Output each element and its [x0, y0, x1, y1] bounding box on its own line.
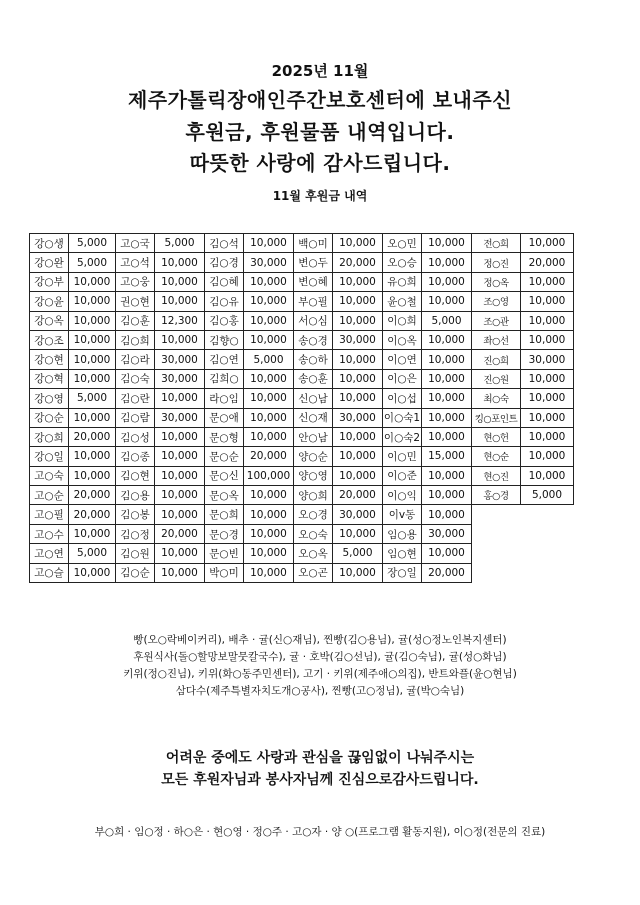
donation-amount: 10,000: [69, 447, 116, 466]
donation-amount: 5,000: [155, 234, 205, 253]
donor-name: 변○두: [294, 253, 333, 272]
donor-name: 김○란: [116, 389, 155, 408]
donation-amount: 30,000: [155, 369, 205, 388]
donation-amount: 10,000: [244, 234, 294, 253]
donor-name: 신○남: [294, 389, 333, 408]
donor-name: 이○은: [383, 369, 422, 388]
donation-amount: 5,000: [69, 253, 116, 272]
donation-amount: 10,000: [69, 311, 116, 330]
section-subtitle: 11월 후원금 내역: [272, 189, 368, 203]
donation-amount: 100,000: [244, 466, 294, 485]
donor-name: 문○순: [205, 447, 244, 466]
donation-amount: 10,000: [244, 330, 294, 349]
donor-name: 고○슬: [30, 563, 69, 582]
donation-amount: 20,000: [69, 486, 116, 505]
donation-amount: 10,000: [244, 486, 294, 505]
donation-amount: 10,000: [155, 253, 205, 272]
table-row: [30, 408, 574, 427]
donor-name: 임○현: [383, 544, 422, 563]
donor-name: 문○빈: [205, 544, 244, 563]
donor-name: 김○용: [116, 486, 155, 505]
donation-amount: 10,000: [422, 427, 472, 446]
goods-line: 삼다수(제주특별자치도개○공사), 찐빵(고○정님), 귤(박○숙님): [175, 685, 465, 697]
donation-amount: 20,000: [155, 524, 205, 543]
donation-amount: 10,000: [69, 292, 116, 311]
donor-name: 강○완: [30, 253, 69, 272]
donation-amount: 30,000: [521, 350, 574, 369]
donor-name: 정○옥: [472, 272, 521, 291]
donation-amount: 10,000: [155, 292, 205, 311]
donor-name: 문○옥: [205, 486, 244, 505]
donation-amount: 10,000: [244, 292, 294, 311]
goods-line: 키위(정○진님), 키위(화○동주민센터), 고기 · 키위(제주애○의집), 반트와플(윤○현님): [123, 668, 517, 680]
donor-name: 김○종: [116, 447, 155, 466]
donor-name: 이○연: [383, 350, 422, 369]
donation-amount: 10,000: [333, 272, 383, 291]
donation-amount: 10,000: [333, 389, 383, 408]
donation-amount: 30,000: [333, 408, 383, 427]
donation-amount: 10,000: [521, 389, 574, 408]
donation-amount: 10,000: [333, 466, 383, 485]
donor-name: 김○숙: [116, 369, 155, 388]
title-line-3: 따뜻한 사랑에 감사드립니다.: [189, 151, 451, 175]
donor-name: 고○국: [116, 234, 155, 253]
donation-amount: 10,000: [69, 272, 116, 291]
donation-amount: 5,000: [333, 544, 383, 563]
donation-amount: 30,000: [155, 350, 205, 369]
donation-amount: 10,000: [422, 253, 472, 272]
goods-line: 빵(오○락베이커리), 배추 · 귤(신○재님), 찐빵(김○용님), 귤(성○정노인복지센터): [133, 634, 507, 646]
donor-name: 강○옥: [30, 311, 69, 330]
donation-amount: 10,000: [155, 427, 205, 446]
donation-amount: 10,000: [521, 408, 574, 427]
donation-amount: 5,000: [69, 544, 116, 563]
donor-name: 송○하: [294, 350, 333, 369]
table-row: [30, 369, 574, 388]
donor-name: 송○경: [294, 330, 333, 349]
empty-cell: [472, 524, 574, 543]
donor-name: 김○람: [116, 408, 155, 427]
title-line-1: 제주가톨릭장애인주간보호센터에 보내주신: [127, 88, 513, 112]
table-row: [30, 272, 574, 291]
donor-name: 윤○철: [383, 292, 422, 311]
donation-amount: 10,000: [155, 505, 205, 524]
donation-amount: 10,000: [333, 369, 383, 388]
donation-amount: 10,000: [422, 234, 472, 253]
donor-name: 문○신: [205, 466, 244, 485]
donation-table: [29, 233, 574, 583]
donation-amount: 10,000: [155, 466, 205, 485]
donation-amount: 20,000: [521, 253, 574, 272]
donor-name: 김○혜: [205, 272, 244, 291]
donation-amount: 30,000: [155, 408, 205, 427]
donor-name: 부○필: [294, 292, 333, 311]
donation-amount: 20,000: [244, 447, 294, 466]
donor-name: 장○일: [383, 563, 422, 582]
donation-amount: 10,000: [422, 544, 472, 563]
donor-name: 이○숙1: [383, 408, 422, 427]
donation-amount: 10,000: [244, 389, 294, 408]
donor-name: 백○미: [294, 234, 333, 253]
donation-amount: 10,000: [155, 563, 205, 582]
donor-name: 이○옥: [383, 330, 422, 349]
donor-name: 고○수: [30, 524, 69, 543]
donation-amount: 10,000: [422, 350, 472, 369]
donor-name: 고○웅: [116, 272, 155, 291]
donor-name: 양○순: [294, 447, 333, 466]
donor-name: 현○헌: [472, 427, 521, 446]
donation-amount: 10,000: [244, 408, 294, 427]
donor-name: 고○순: [30, 486, 69, 505]
donation-amount: 20,000: [333, 253, 383, 272]
table-row: [30, 466, 574, 485]
donor-name: 최○숙: [472, 389, 521, 408]
donation-amount: 10,000: [155, 330, 205, 349]
donation-amount: 10,000: [244, 524, 294, 543]
donation-amount: 10,000: [69, 369, 116, 388]
donor-name: 김○원: [116, 544, 155, 563]
donor-name: 이v동: [383, 505, 422, 524]
donor-name: 김○봉: [116, 505, 155, 524]
donor-name: 김○순: [116, 563, 155, 582]
donor-name: 양○희: [294, 486, 333, 505]
donation-amount: 10,000: [69, 330, 116, 349]
donor-name: 오○민: [383, 234, 422, 253]
donation-amount: 20,000: [69, 427, 116, 446]
donation-amount: 30,000: [333, 505, 383, 524]
donor-name: 권○현: [116, 292, 155, 311]
donor-name: 양○영: [294, 466, 333, 485]
table-row: [30, 292, 574, 311]
donation-amount: 30,000: [333, 330, 383, 349]
closing-message: [0, 747, 640, 791]
donation-amount: 10,000: [244, 427, 294, 446]
donor-name: 문○애: [205, 408, 244, 427]
donation-amount: 10,000: [521, 311, 574, 330]
donor-name: 강○희: [30, 427, 69, 446]
donor-name: 김○희: [116, 330, 155, 349]
donation-amount: 10,000: [422, 408, 472, 427]
closing-line-2: 모든 후원자님과 봉사자님께 진심으로감사드립니다.: [161, 772, 479, 788]
donor-name: 좌○선: [472, 330, 521, 349]
donation-amount: 10,000: [422, 466, 472, 485]
donor-name: 고○숙: [30, 466, 69, 485]
donation-amount: 10,000: [422, 272, 472, 291]
donation-amount: 10,000: [333, 447, 383, 466]
donation-amount: 10,000: [422, 505, 472, 524]
donor-name: 조○관: [472, 311, 521, 330]
donation-amount: 30,000: [244, 253, 294, 272]
donation-amount: 10,000: [521, 447, 574, 466]
table-row: [30, 234, 574, 253]
table-row: [30, 350, 574, 369]
donor-name: 고○필: [30, 505, 69, 524]
donor-name: 오○경: [294, 505, 333, 524]
donation-amount: 10,000: [521, 272, 574, 291]
closing-line-1: 어려운 중에도 사랑과 관심을 끊임없이 나눠주시는: [165, 750, 475, 766]
donor-name: 이○숙2: [383, 427, 422, 446]
donation-amount: 20,000: [333, 486, 383, 505]
donor-name: 김○경: [205, 253, 244, 272]
table-row: [30, 524, 574, 543]
donor-name: 서○심: [294, 311, 333, 330]
donor-name: 강○부: [30, 272, 69, 291]
donation-amount: 10,000: [521, 234, 574, 253]
donor-name: 변○혜: [294, 272, 333, 291]
donation-amount: 10,000: [333, 311, 383, 330]
goods-line: 후원식사(돌○할망보말뭇칼국수), 귤 · 호박(김○선님), 귤(김○숙님), 귤(성○화님): [133, 651, 507, 663]
donor-name: 홍○경: [472, 486, 521, 505]
donation-amount: 10,000: [333, 292, 383, 311]
donation-amount: 15,000: [422, 447, 472, 466]
donor-name: 김○연: [205, 350, 244, 369]
donation-amount: 10,000: [244, 272, 294, 291]
donation-amount: 10,000: [521, 330, 574, 349]
donor-name: 이○준: [383, 466, 422, 485]
donor-name: 문○형: [205, 427, 244, 446]
donation-amount: 10,000: [521, 427, 574, 446]
donation-amount: 10,000: [333, 524, 383, 543]
donation-amount: 20,000: [422, 563, 472, 582]
donor-name: 김○석: [205, 234, 244, 253]
table-row: [30, 563, 574, 582]
donor-name: 임○용: [383, 524, 422, 543]
donation-amount: 5,000: [521, 486, 574, 505]
donor-name: 김○현: [116, 466, 155, 485]
donation-amount: 5,000: [244, 350, 294, 369]
donor-name: 문○경: [205, 524, 244, 543]
table-row: [30, 330, 574, 349]
donor-name: 진○원: [472, 369, 521, 388]
donation-amount: 10,000: [69, 408, 116, 427]
empty-cell: [472, 505, 574, 524]
donation-amount: 10,000: [155, 272, 205, 291]
donor-name: 강○순: [30, 408, 69, 427]
donor-name: 강○조: [30, 330, 69, 349]
donor-name: 강○영: [30, 389, 69, 408]
donation-amount: 10,000: [422, 330, 472, 349]
donation-amount: 10,000: [155, 389, 205, 408]
donor-name: 안○남: [294, 427, 333, 446]
donor-name: 고○석: [116, 253, 155, 272]
donation-amount: 10,000: [422, 389, 472, 408]
donation-amount: 10,000: [333, 427, 383, 446]
donation-amount: 5,000: [422, 311, 472, 330]
donor-name: 김○라: [116, 350, 155, 369]
donor-name: 오○옥: [294, 544, 333, 563]
table-row: [30, 427, 574, 446]
donation-amount: 10,000: [244, 563, 294, 582]
donation-amount: 10,000: [244, 311, 294, 330]
donor-name: 진○희: [472, 350, 521, 369]
table-row: [30, 253, 574, 272]
donation-amount: 5,000: [69, 389, 116, 408]
donation-amount: 10,000: [422, 369, 472, 388]
donor-name: 라○임: [205, 389, 244, 408]
donation-amount: 10,000: [155, 486, 205, 505]
donor-name: 유○희: [383, 272, 422, 291]
donor-name: 강○윤: [30, 292, 69, 311]
donation-amount: 10,000: [422, 292, 472, 311]
donation-amount: 10,000: [69, 466, 116, 485]
donation-amount: 12,300: [155, 311, 205, 330]
donation-amount: 20,000: [69, 505, 116, 524]
donor-name: 김○정: [116, 524, 155, 543]
table-row: [30, 311, 574, 330]
donor-name: 김향○: [205, 330, 244, 349]
donor-name: 이○섭: [383, 389, 422, 408]
donation-amount: 10,000: [244, 369, 294, 388]
donor-name: 이○희: [383, 311, 422, 330]
donation-amount: 10,000: [69, 524, 116, 543]
donor-name: 오○승: [383, 253, 422, 272]
donor-name: 강○생: [30, 234, 69, 253]
document-date: 2025년 11월: [271, 62, 369, 80]
donor-name: 신○재: [294, 408, 333, 427]
donor-name: 송○훈: [294, 369, 333, 388]
donation-amount: 10,000: [155, 544, 205, 563]
donor-name: 오○숙: [294, 524, 333, 543]
donor-name: 고○연: [30, 544, 69, 563]
donation-amount: 10,000: [521, 466, 574, 485]
donor-name: 김○홍: [205, 311, 244, 330]
donation-amount: 10,000: [69, 563, 116, 582]
title-line-2: 후원금, 후원물품 내역입니다.: [185, 120, 455, 144]
donation-amount: 10,000: [333, 350, 383, 369]
donor-name: 강○혁: [30, 369, 69, 388]
table-row: [30, 447, 574, 466]
donor-name: 이○익: [383, 486, 422, 505]
table-row: [30, 389, 574, 408]
donation-amount: 10,000: [521, 369, 574, 388]
donation-amount: 10,000: [244, 505, 294, 524]
donor-name: 오○곤: [294, 563, 333, 582]
table-row: [30, 505, 574, 524]
donor-name: 김○성: [116, 427, 155, 446]
table-row: [30, 486, 574, 505]
donor-name: 강○현: [30, 350, 69, 369]
donor-name: 박○미: [205, 563, 244, 582]
donor-name: 강○일: [30, 447, 69, 466]
donated-goods-list: [0, 632, 640, 700]
donation-amount: 10,000: [422, 486, 472, 505]
donation-amount: 10,000: [69, 350, 116, 369]
table-row: [30, 544, 574, 563]
donor-name: 문○희: [205, 505, 244, 524]
donor-name: 킹○포인트: [472, 408, 521, 427]
donor-name: 김○훈: [116, 311, 155, 330]
donor-name: 김희○: [205, 369, 244, 388]
donor-name: 조○영: [472, 292, 521, 311]
donor-name: 정○진: [472, 253, 521, 272]
volunteer-list: 부○희 · 임○정 · 하○은 · 현○영 · 정○주 · 고○자 · 양 ○(프로그램 활동지원), 이○정(전문의 진료): [94, 826, 546, 838]
donor-name: 이○민: [383, 447, 422, 466]
donation-amount: 10,000: [244, 544, 294, 563]
donor-name: 김○유: [205, 292, 244, 311]
donation-amount: 5,000: [69, 234, 116, 253]
donation-amount: 10,000: [155, 447, 205, 466]
donation-amount: 30,000: [422, 524, 472, 543]
empty-cell: [472, 544, 574, 563]
donation-amount: 10,000: [333, 234, 383, 253]
donor-name: 전○희: [472, 234, 521, 253]
donation-amount: 10,000: [521, 292, 574, 311]
donation-amount: 10,000: [333, 563, 383, 582]
donor-name: 현○진: [472, 466, 521, 485]
empty-cell: [472, 563, 574, 582]
donor-name: 현○순: [472, 447, 521, 466]
